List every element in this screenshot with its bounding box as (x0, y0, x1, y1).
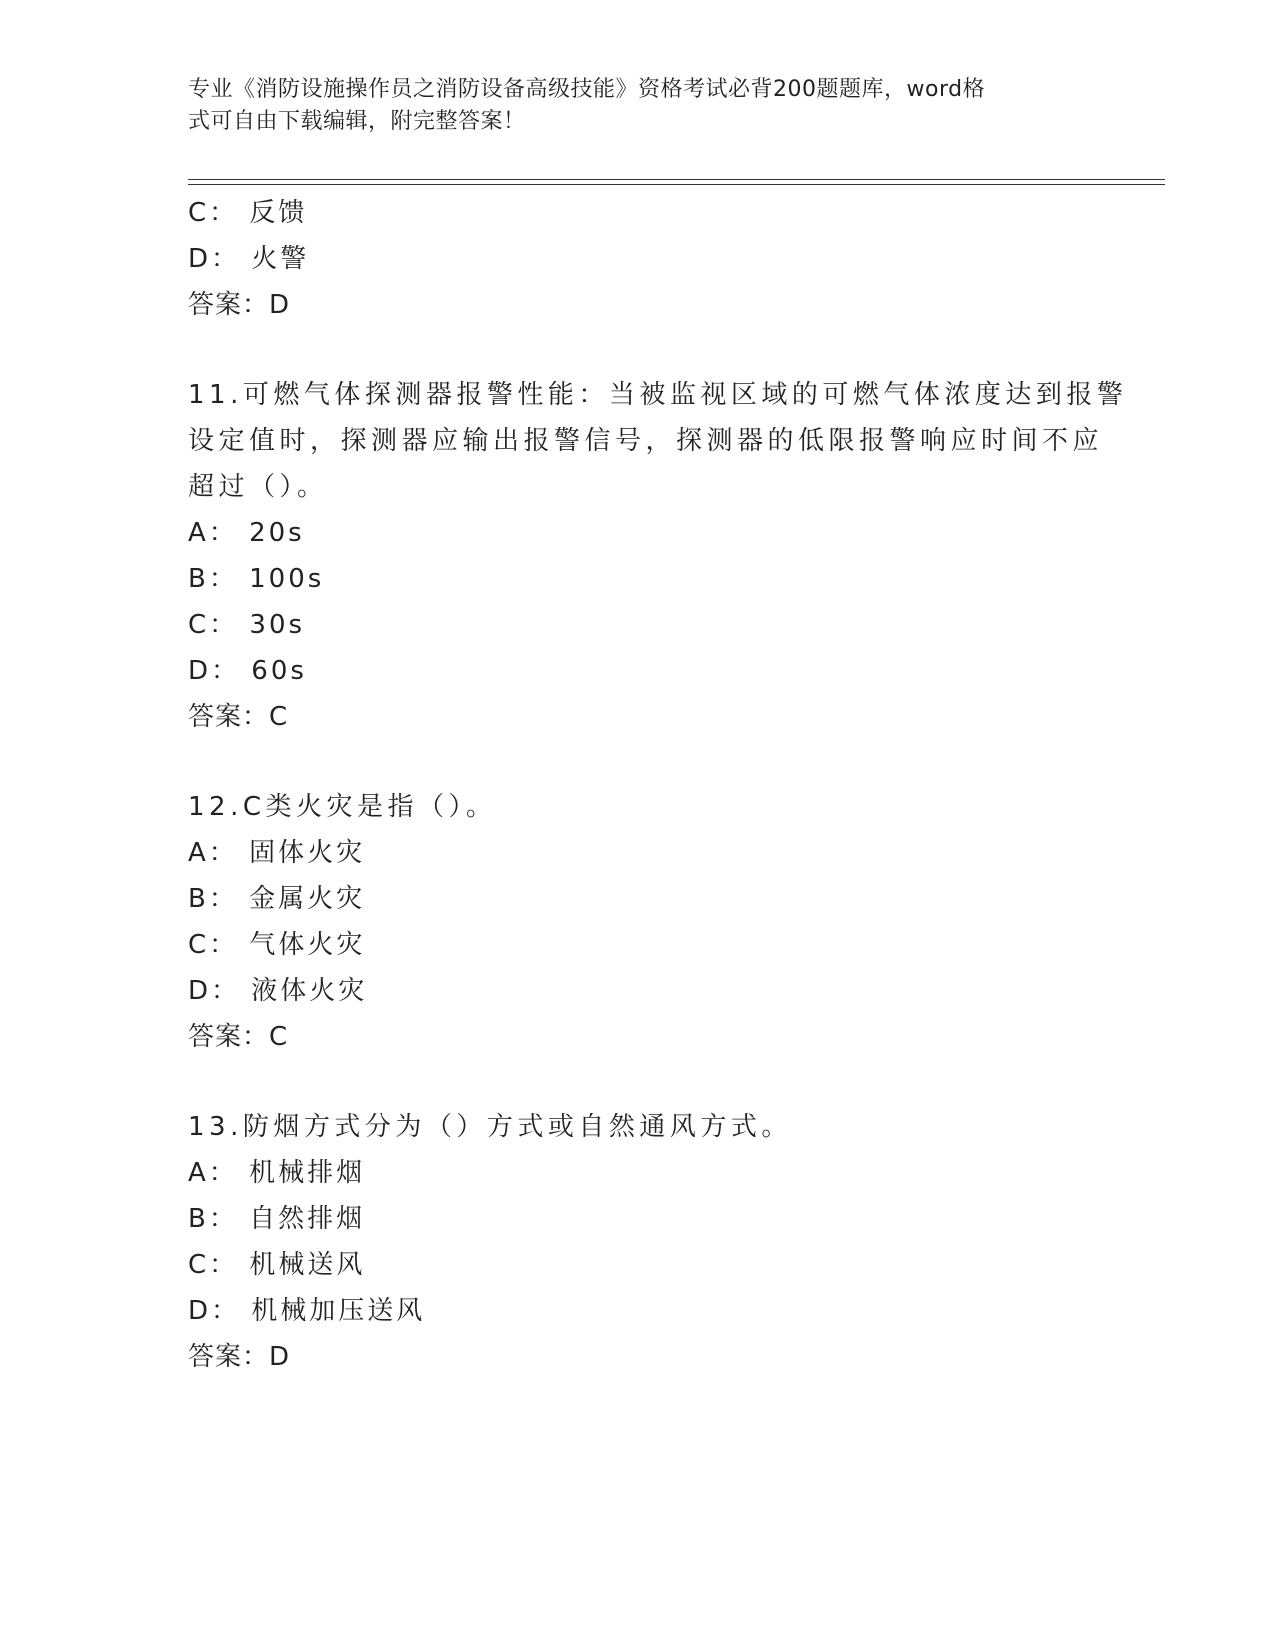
header-line-1: 专业《消防设施操作员之消防设备高级技能》资格考试必背200题题库，word格 (188, 77, 986, 102)
header-line-2: 式可自由下载编辑，附完整答案！ (188, 109, 526, 134)
option-d: D： 机械加压送风 (188, 1296, 426, 1326)
option-a: A： 固体火灾 (188, 838, 366, 868)
option-c: C： 30s (188, 610, 306, 640)
question-text-line: 11.可燃气体探测器报警性能：当被监视区域的可燃气体浓度达到报警 (188, 380, 1128, 410)
question-text (188, 784, 1088, 830)
option-b: B： 金属火灾 (188, 884, 366, 914)
answer-line: 答案：D (188, 1342, 291, 1372)
question-text (188, 372, 1128, 510)
document-header (188, 74, 1078, 138)
question-text-line: 12.C类火灾是指（）。 (188, 792, 497, 822)
question-text-line: 设定值时，探测器应输出报警信号，探测器的低限报警响应时间不应 (188, 426, 1104, 456)
answer-line: 答案：D (188, 290, 291, 320)
header-divider-bottom (188, 184, 1165, 185)
option-d: D： 液体火灾 (188, 976, 368, 1006)
question-text-line: 超过（）。 (188, 472, 328, 502)
question-block-13 (188, 1104, 1088, 1380)
question-block-11 (188, 372, 1128, 740)
question-list (188, 190, 1128, 1380)
option-b: B： 自然排烟 (188, 1204, 366, 1234)
question-text (188, 1104, 1088, 1150)
question-text-line: 13.防烟方式分为（）方式或自然通风方式。 (188, 1112, 792, 1142)
option-d: D： 火警 (188, 244, 310, 274)
option-a: A： 20s (188, 518, 305, 548)
question-block-10 (188, 190, 1088, 328)
answer-line: 答案：C (188, 1022, 289, 1052)
answer-line: 答案：C (188, 702, 289, 732)
option-a: A： 机械排烟 (188, 1158, 366, 1188)
option-b: B： 100s (188, 564, 325, 594)
option-c: C： 气体火灾 (188, 930, 366, 960)
header-divider-top (188, 179, 1165, 180)
option-d: D： 60s (188, 656, 307, 686)
option-c: C： 反馈 (188, 198, 308, 228)
question-block-12 (188, 784, 1088, 1060)
option-c: C： 机械送风 (188, 1250, 366, 1280)
